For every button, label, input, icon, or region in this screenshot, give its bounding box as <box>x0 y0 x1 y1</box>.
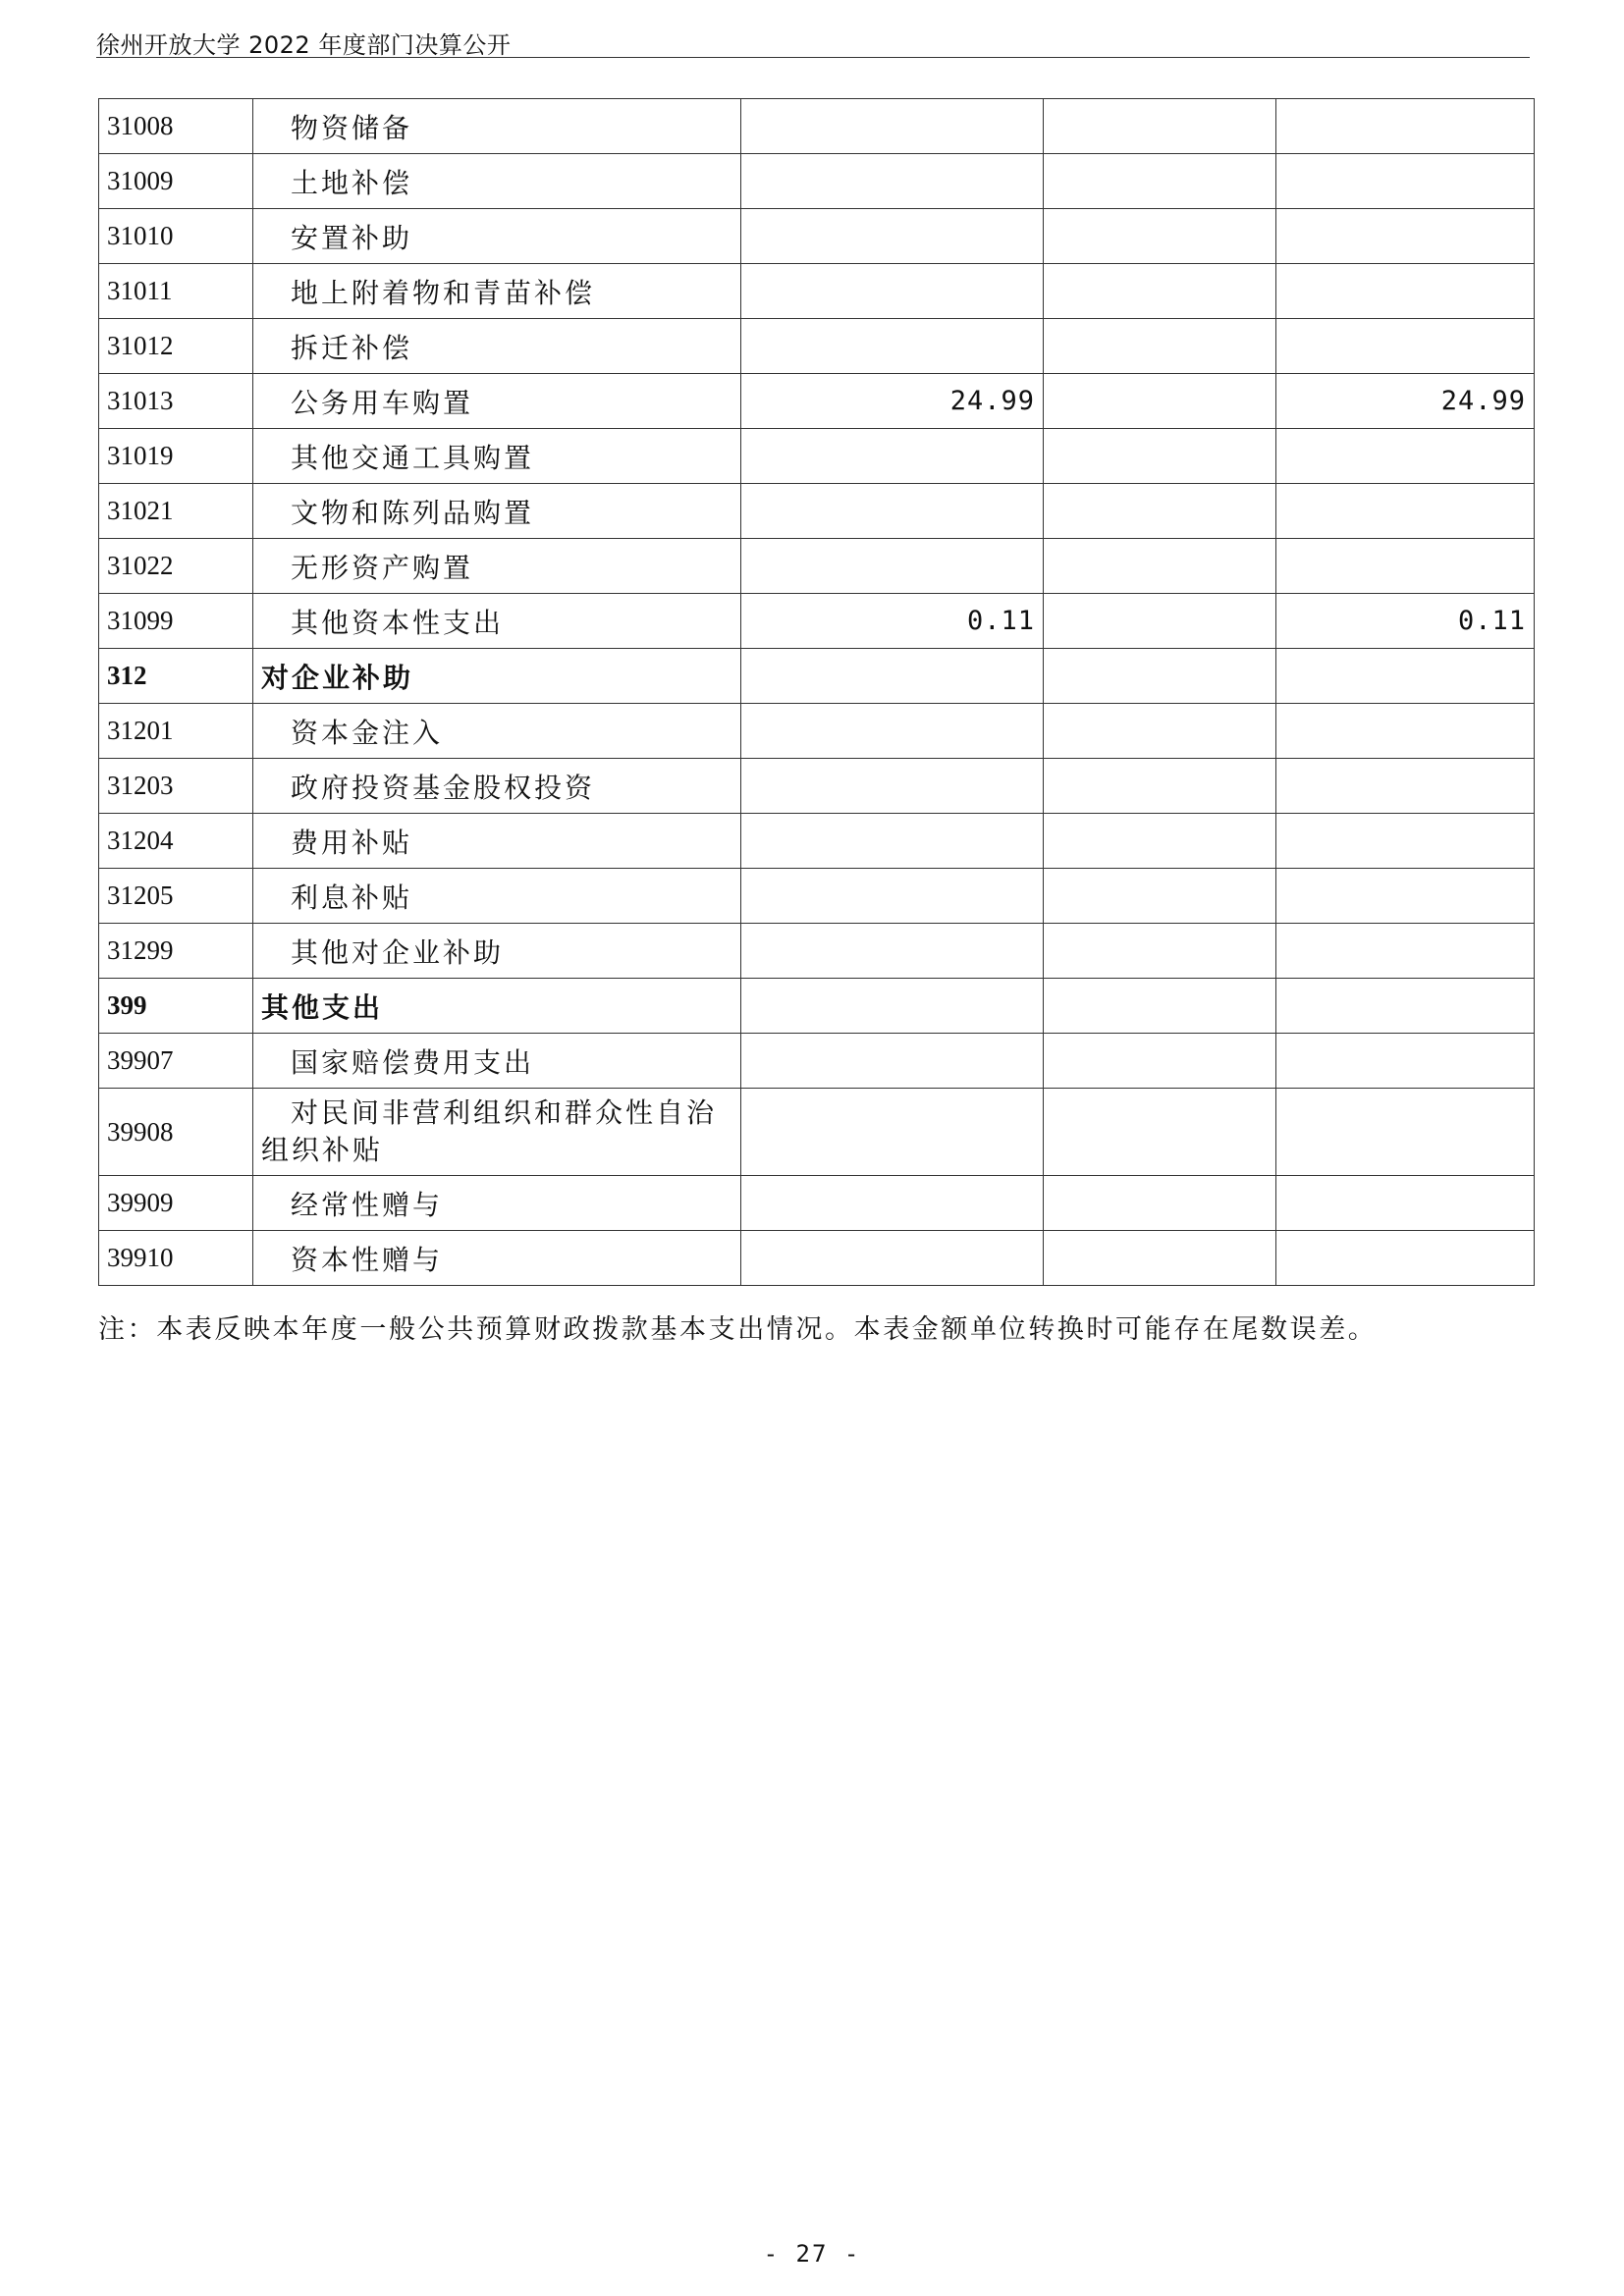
document-header-title: 徐州开放大学 2022 年度部门决算公开 <box>96 31 512 59</box>
table-row <box>99 429 1535 484</box>
amount-personnel-cell <box>1044 154 1276 209</box>
amount-total-cell <box>741 209 1044 264</box>
item-name-cell: 资本金注入 <box>253 704 741 759</box>
table-row <box>99 594 1535 649</box>
amount-personnel-cell <box>1044 1089 1276 1176</box>
amount-personnel-cell <box>1044 429 1276 484</box>
economic-code-cell: 39908 <box>99 1089 253 1176</box>
item-name-cell: 安置补助 <box>253 209 741 264</box>
amount-personnel-cell <box>1044 979 1276 1034</box>
amount-total-cell <box>741 814 1044 869</box>
amount-public-cell <box>1276 154 1535 209</box>
item-name-cell: 无形资产购置 <box>253 539 741 594</box>
economic-code-cell: 31009 <box>99 154 253 209</box>
table-row <box>99 264 1535 319</box>
amount-public-cell <box>1276 209 1535 264</box>
item-name-cell: 拆迁补偿 <box>253 319 741 374</box>
amount-personnel-cell <box>1044 594 1276 649</box>
economic-code-cell: 31201 <box>99 704 253 759</box>
amount-public-cell <box>1276 264 1535 319</box>
item-name-cell: 土地补偿 <box>253 154 741 209</box>
amount-total-cell <box>741 1089 1044 1176</box>
table-row <box>99 209 1535 264</box>
group-code-cell: 312 <box>99 649 253 704</box>
amount-public-cell <box>1276 484 1535 539</box>
table-row <box>99 1034 1535 1089</box>
amount-personnel-cell <box>1044 374 1276 429</box>
amount-public-cell <box>1276 979 1535 1034</box>
amount-total-cell <box>741 759 1044 814</box>
amount-total-cell <box>741 99 1044 154</box>
table-row <box>99 759 1535 814</box>
table-group-row <box>99 649 1535 704</box>
amount-public-cell <box>1276 759 1535 814</box>
amount-public-cell <box>1276 1034 1535 1089</box>
amount-public-cell <box>1276 869 1535 924</box>
table-row <box>99 924 1535 979</box>
amount-total-cell <box>741 649 1044 704</box>
header-divider <box>96 57 1530 58</box>
amount-personnel-cell <box>1044 759 1276 814</box>
amount-personnel-cell <box>1044 924 1276 979</box>
amount-total-cell <box>741 319 1044 374</box>
economic-code-cell: 31299 <box>99 924 253 979</box>
group-name-cell: 其他支出 <box>253 979 741 1034</box>
economic-code-cell: 39910 <box>99 1231 253 1286</box>
economic-code-cell: 31008 <box>99 99 253 154</box>
amount-total-cell <box>741 539 1044 594</box>
economic-code-cell: 31019 <box>99 429 253 484</box>
amount-total-cell <box>741 1034 1044 1089</box>
table-row <box>99 99 1535 154</box>
amount-personnel-cell <box>1044 1176 1276 1231</box>
table-row <box>99 1231 1535 1286</box>
economic-code-cell: 31022 <box>99 539 253 594</box>
amount-public-cell <box>1276 539 1535 594</box>
amount-public-cell <box>1276 1089 1535 1176</box>
amount-total-cell <box>741 869 1044 924</box>
item-name-cell: 国家赔偿费用支出 <box>253 1034 741 1089</box>
group-code-cell: 399 <box>99 979 253 1034</box>
amount-personnel-cell <box>1044 1034 1276 1089</box>
amount-public-cell <box>1276 319 1535 374</box>
item-name-cell: 费用补贴 <box>253 814 741 869</box>
item-name-cell: 资本性赠与 <box>253 1231 741 1286</box>
table-row <box>99 154 1535 209</box>
amount-personnel-cell <box>1044 264 1276 319</box>
table-row <box>99 319 1535 374</box>
item-name-cell: 公务用车购置 <box>253 374 741 429</box>
group-name-cell: 对企业补助 <box>253 649 741 704</box>
economic-code-cell: 31099 <box>99 594 253 649</box>
amount-public-cell <box>1276 1176 1535 1231</box>
amount-personnel-cell <box>1044 99 1276 154</box>
economic-code-cell: 31013 <box>99 374 253 429</box>
amount-public-cell <box>1276 649 1535 704</box>
amount-personnel-cell <box>1044 484 1276 539</box>
item-name-cell: 其他交通工具购置 <box>253 429 741 484</box>
amount-total-cell <box>741 484 1044 539</box>
economic-code-cell: 31011 <box>99 264 253 319</box>
table-row <box>99 1089 1535 1176</box>
amount-public-cell <box>1276 429 1535 484</box>
item-name-cell: 其他对企业补助 <box>253 924 741 979</box>
expenditure-table <box>98 98 1535 1286</box>
page-number: - 27 - <box>763 2240 861 2268</box>
table-row <box>99 539 1535 594</box>
amount-public-cell <box>1276 1231 1535 1286</box>
economic-code-cell: 39907 <box>99 1034 253 1089</box>
amount-personnel-cell <box>1044 649 1276 704</box>
table-row <box>99 484 1535 539</box>
amount-total-cell <box>741 1176 1044 1231</box>
item-name-cell: 地上附着物和青苗补偿 <box>253 264 741 319</box>
item-name-cell: 物资储备 <box>253 99 741 154</box>
economic-code-cell: 39909 <box>99 1176 253 1231</box>
table-row <box>99 704 1535 759</box>
amount-total-cell <box>741 704 1044 759</box>
amount-total-cell: 24.99 <box>741 374 1044 429</box>
economic-code-cell: 31010 <box>99 209 253 264</box>
economic-code-cell: 31012 <box>99 319 253 374</box>
amount-public-cell <box>1276 704 1535 759</box>
economic-code-cell: 31021 <box>99 484 253 539</box>
amount-total-cell <box>741 154 1044 209</box>
table-footnote: 注：本表反映本年度一般公共预算财政拨款基本支出情况。本表金额单位转换时可能存在尾数误差。 <box>98 1314 1378 1345</box>
economic-code-cell: 31203 <box>99 759 253 814</box>
economic-code-cell: 31204 <box>99 814 253 869</box>
amount-public-cell: 0.11 <box>1276 594 1535 649</box>
item-name-cell: 其他资本性支出 <box>253 594 741 649</box>
item-name-cell: 经常性赠与 <box>253 1176 741 1231</box>
amount-personnel-cell <box>1044 869 1276 924</box>
amount-public-cell: 24.99 <box>1276 374 1535 429</box>
item-name-cell: 对民间非营利组织和群众性自治组织补贴 <box>253 1089 741 1176</box>
amount-personnel-cell <box>1044 209 1276 264</box>
amount-total-cell <box>741 979 1044 1034</box>
amount-total-cell <box>741 1231 1044 1286</box>
amount-total-cell <box>741 429 1044 484</box>
amount-total-cell <box>741 264 1044 319</box>
amount-total-cell: 0.11 <box>741 594 1044 649</box>
amount-public-cell <box>1276 924 1535 979</box>
economic-code-cell: 31205 <box>99 869 253 924</box>
table-row <box>99 814 1535 869</box>
amount-public-cell <box>1276 814 1535 869</box>
item-name-cell: 文物和陈列品购置 <box>253 484 741 539</box>
table-group-row <box>99 979 1535 1034</box>
amount-personnel-cell <box>1044 1231 1276 1286</box>
table-row <box>99 374 1535 429</box>
amount-personnel-cell <box>1044 704 1276 759</box>
amount-total-cell <box>741 924 1044 979</box>
amount-personnel-cell <box>1044 539 1276 594</box>
table-row <box>99 1176 1535 1231</box>
amount-public-cell <box>1276 99 1535 154</box>
table-row <box>99 869 1535 924</box>
amount-personnel-cell <box>1044 319 1276 374</box>
amount-personnel-cell <box>1044 814 1276 869</box>
item-name-cell: 政府投资基金股权投资 <box>253 759 741 814</box>
item-name-cell: 利息补贴 <box>253 869 741 924</box>
